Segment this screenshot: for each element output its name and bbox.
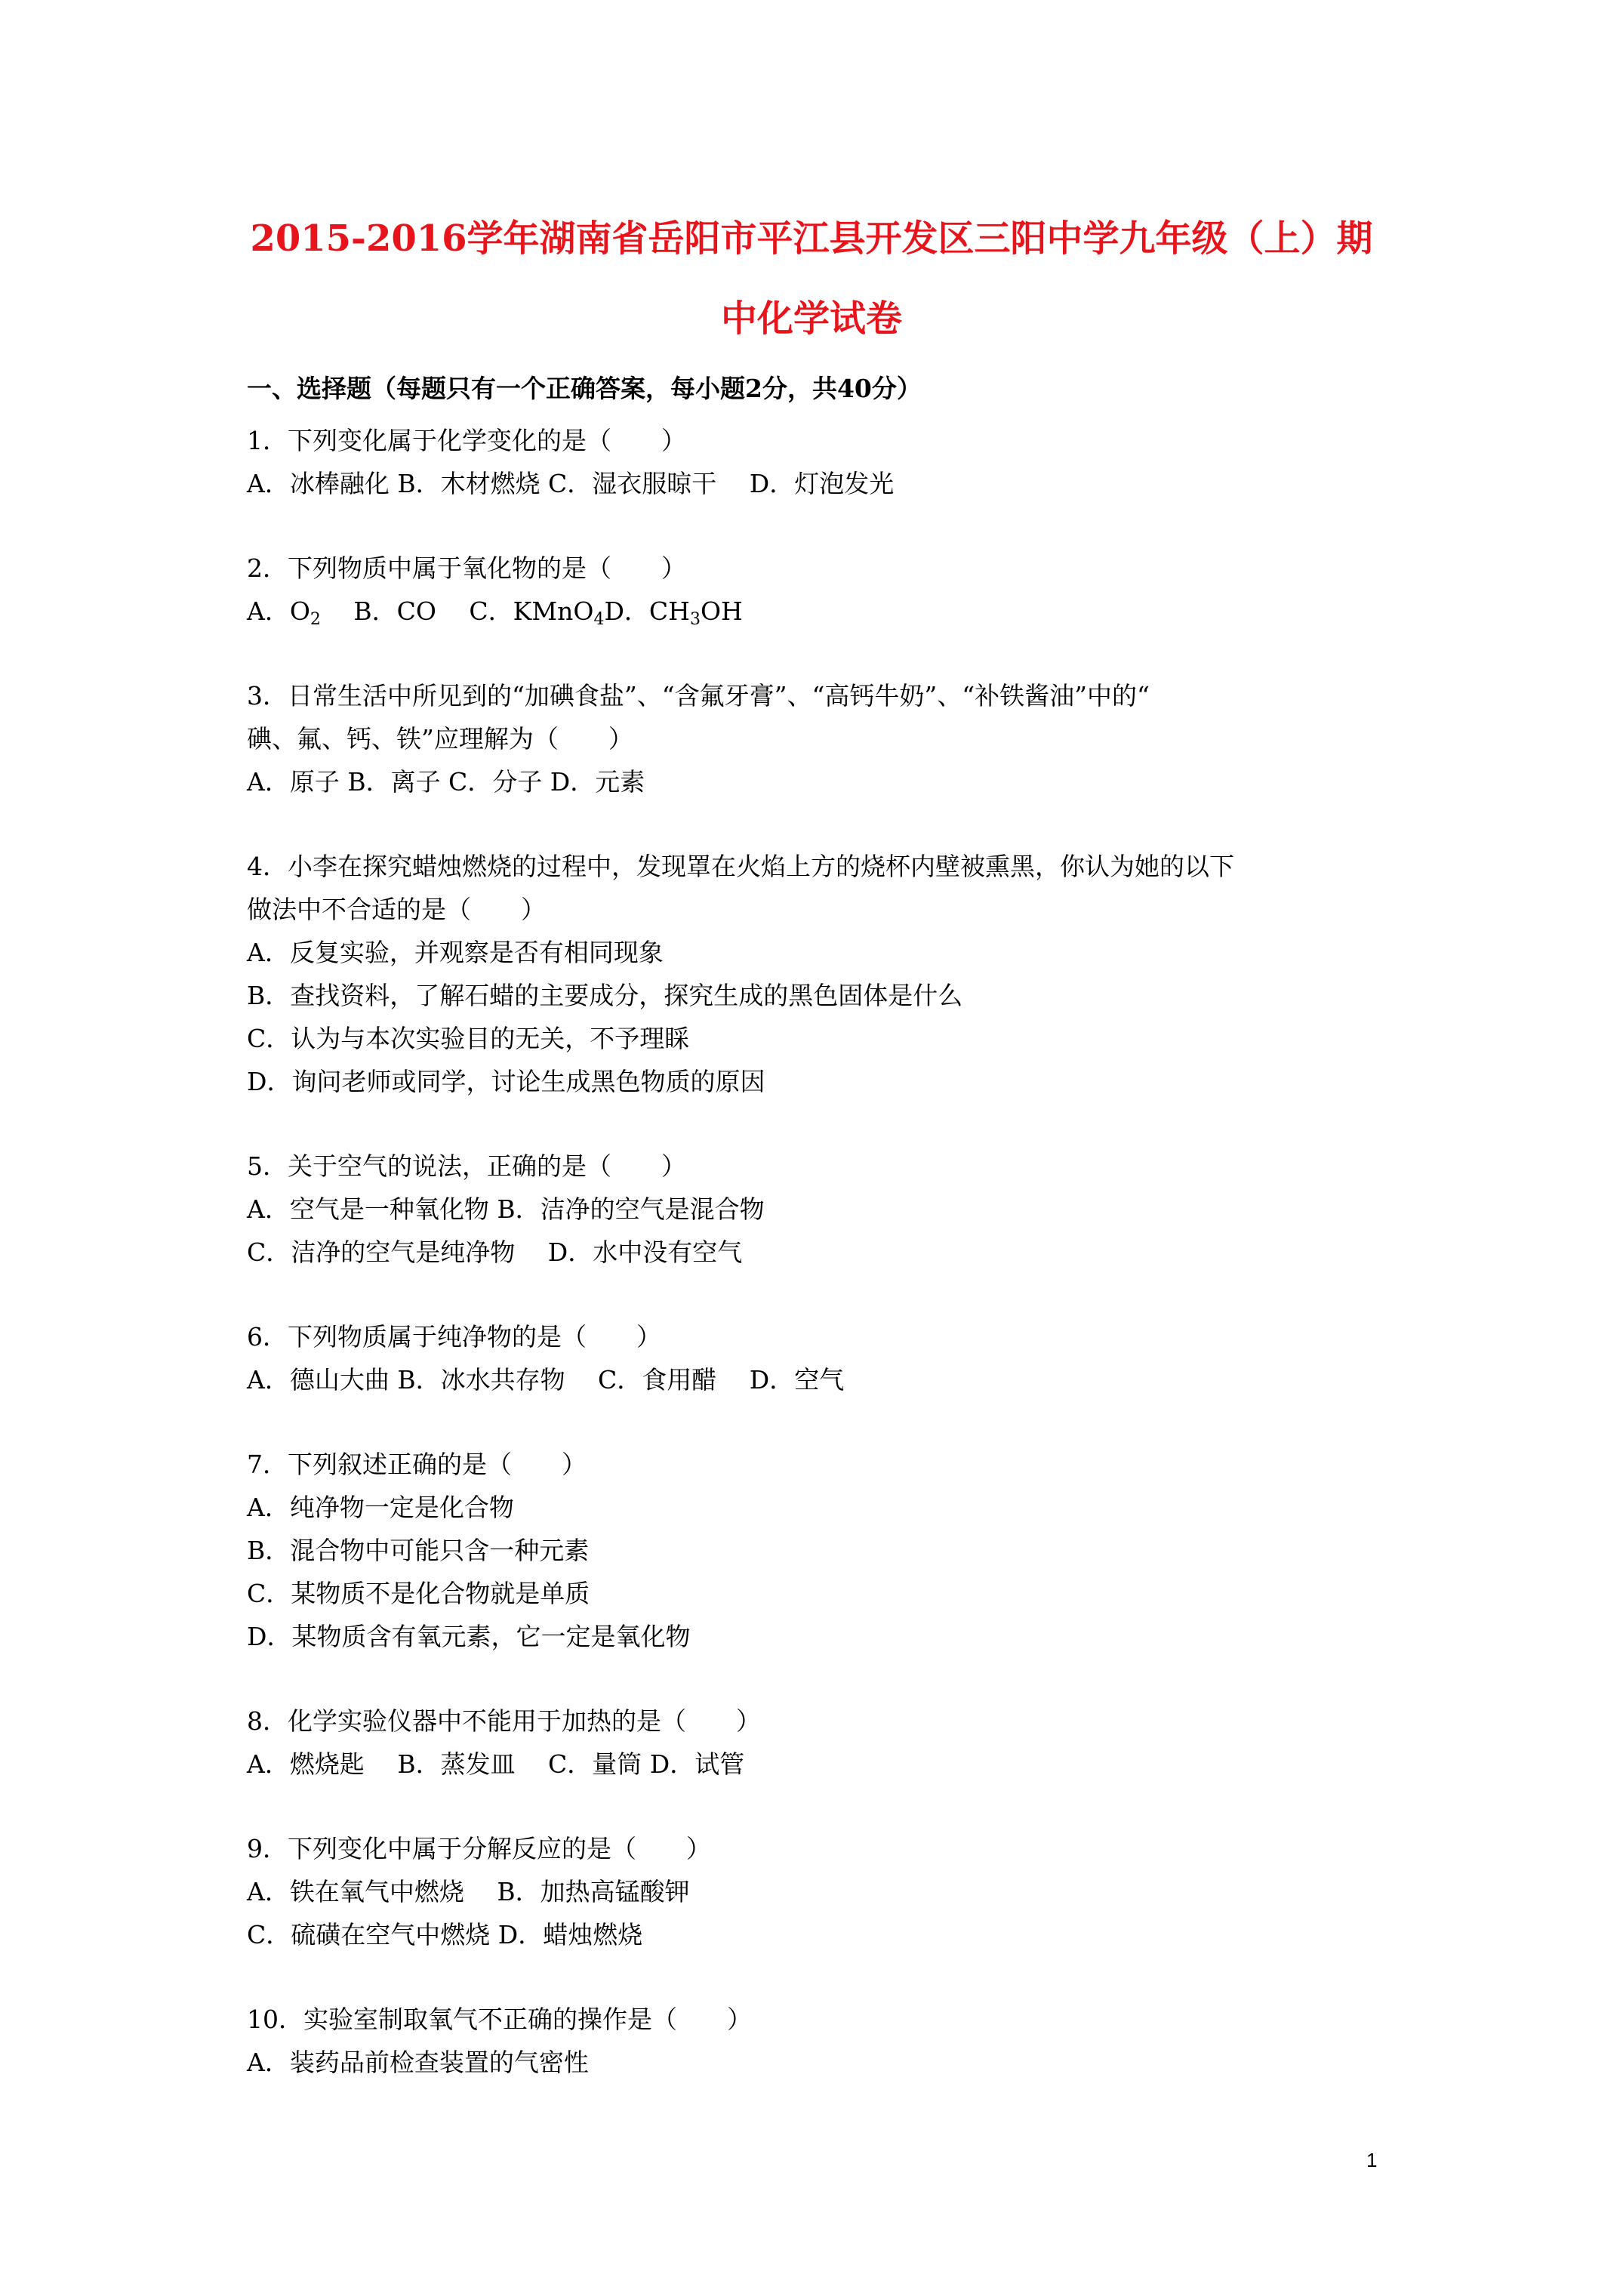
option-a-subscript: 2	[310, 610, 321, 629]
question-10-option-a: A．装药品前检查装置的气密性	[247, 2048, 589, 2077]
option-d-end: OH	[700, 596, 743, 626]
question-4-option-b: B．查找资料，了解石蜡的主要成分，探究生成的黑色固体是什么	[247, 981, 963, 1010]
question-10-stem: 10．实验室制取氧气不正确的操作是（ ）	[247, 2005, 752, 2034]
page-number: 1	[1366, 2149, 1378, 2171]
question-7	[247, 1443, 1394, 1658]
question-4-option-d: D．询问老师或同学，讨论生成黑色物质的原因	[247, 1067, 765, 1096]
question-1-options: A．冰棒融化 B．木材燃烧 C．湿衣服晾干 D．灯泡发光	[247, 469, 895, 498]
question-9	[247, 1827, 1394, 1956]
question-8-options: A．燃烧匙 B．蒸发皿 C．量筒 D．试管	[247, 1749, 745, 1779]
question-7-stem: 7．下列叙述正确的是（ ）	[247, 1450, 587, 1479]
question-4-option-a: A．反复实验，并观察是否有相同现象	[247, 938, 664, 967]
question-3-stem-line-2: 碘、氟、钙、铁”应理解为（ ）	[247, 724, 633, 754]
question-2-options	[247, 590, 1394, 633]
question-4-option-c: C．认为与本次实验目的无关，不予理睬	[247, 1024, 690, 1053]
question-4-stem-line-1: 4．小李在探究蜡烛燃烧的过程中，发现罩在火焰上方的烧杯内壁被熏黑，你认为她的以下	[247, 852, 1234, 881]
option-a-text: A．O	[247, 596, 310, 626]
option-bc-text: B．CO C．KMnO	[320, 596, 594, 626]
question-7-option-d: D．某物质含有氧元素，它一定是氧化物	[247, 1622, 691, 1651]
option-d-subscript: 3	[689, 610, 701, 629]
question-5-options-line-1: A．空气是一种氧化物 B．洁净的空气是混合物	[247, 1194, 765, 1224]
question-6	[247, 1315, 1394, 1401]
option-c-subscript: 4	[593, 610, 605, 629]
question-8	[247, 1700, 1394, 1786]
question-7-option-a: A．纯净物一定是化合物	[247, 1493, 514, 1522]
question-1	[247, 419, 1394, 505]
question-2-stem: 2．下列物质中属于氧化物的是（ ）	[247, 553, 686, 583]
question-4-stem-line-2: 做法中不合适的是（ ）	[247, 895, 546, 924]
question-7-option-b: B．混合物中可能只含一种元素	[247, 1536, 590, 1565]
section-heading: 一、选择题（每题只有一个正确答案，每小题2分，共40分）	[247, 374, 922, 403]
question-3	[247, 674, 1394, 803]
question-5-stem: 5．关于空气的说法，正确的是（ ）	[247, 1151, 686, 1181]
exam-title-line-2: 中化学试卷	[720, 297, 902, 340]
question-4	[247, 845, 1394, 1103]
question-1-stem: 1．下列变化属于化学变化的是（ ）	[247, 426, 686, 455]
question-6-stem: 6．下列物质属于纯净物的是（ ）	[247, 1322, 661, 1351]
question-2	[247, 547, 1394, 633]
question-10	[247, 1998, 1394, 2084]
question-6-options: A．德山大曲 B．冰水共存物 C．食用醋 D．空气	[247, 1365, 845, 1395]
question-9-options-line-1: A．铁在氧气中燃烧 B．加热高锰酸钾	[247, 1877, 690, 1906]
question-9-stem: 9．下列变化中属于分解反应的是（ ）	[247, 1834, 711, 1863]
question-7-option-c: C．某物质不是化合物就是单质	[247, 1579, 590, 1608]
option-d-text: D．CH	[604, 596, 690, 626]
question-8-stem: 8．化学实验仪器中不能用于加热的是（ ）	[247, 1706, 761, 1736]
question-9-options-line-2: C．硫磺在空气中燃烧 D．蜡烛燃烧	[247, 1920, 643, 1949]
question-5	[247, 1145, 1394, 1274]
question-5-options-line-2: C．洁净的空气是纯净物 D．水中没有空气	[247, 1237, 743, 1267]
question-list	[247, 419, 1394, 2125]
question-3-stem-line-1: 3．日常生活中所见到的“加碘食盐”、“含氟牙膏”、“高钙牛奶”、“补铁酱油”中的“	[247, 681, 1150, 710]
question-3-options: A．原子 B．离子 C．分子 D．元素	[247, 767, 645, 797]
exam-title-line-1: 2015-2016学年湖南省岳阳市平江县开发区三阳中学九年级（上）期	[250, 217, 1373, 260]
